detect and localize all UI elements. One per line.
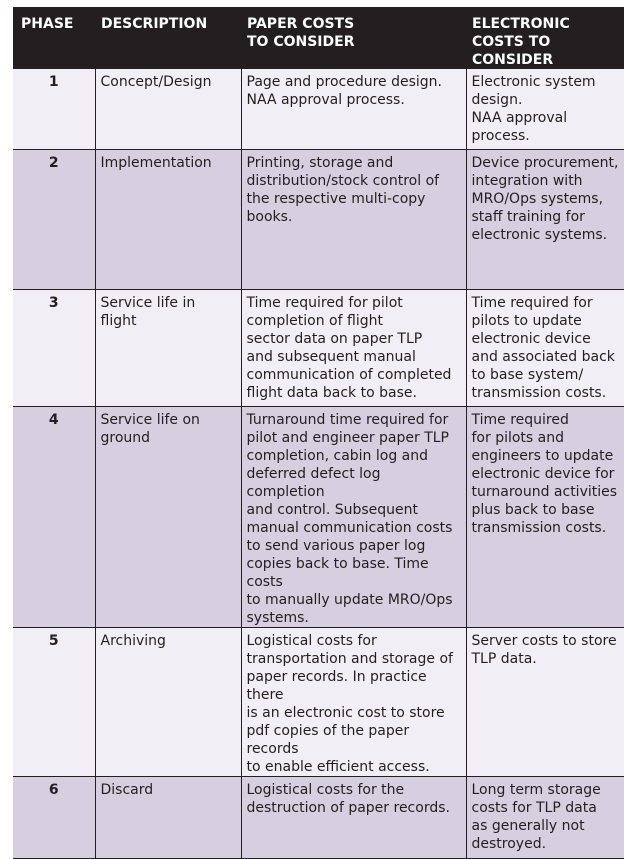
header-paper-costs: PAPER COSTS TO CONSIDER bbox=[241, 7, 466, 69]
table-row bbox=[13, 776, 624, 858]
phase-cell: 4 bbox=[13, 406, 95, 627]
table-header bbox=[13, 7, 624, 69]
paper-costs-cell: Printing, storage and distribution/stock control of the respective multi-copy books. bbox=[241, 149, 466, 289]
electronic-costs-cell: Long term storage costs for TLP data as generally not destroyed. bbox=[466, 776, 624, 858]
phase-cell: 6 bbox=[13, 776, 95, 858]
paper-costs-cell: Logistical costs for the destruction of paper records. bbox=[241, 776, 466, 858]
paper-costs-cell: Logistical costs for transportation and storage of paper records. In practice there is an electronic cost to store pdf copies of the paper records to enable efficient access. bbox=[241, 627, 466, 776]
description-cell: Concept/Design bbox=[95, 69, 241, 149]
table-row bbox=[13, 627, 624, 776]
paper-costs-cell: Turnaround time required for pilot and engineer paper TLP completion, cabin log and deferred defect log completion and control. Subsequent manual communication costs to send various paper log copies back to base. Time costs to manually update MRO/Ops systems. bbox=[241, 406, 466, 627]
phase-cell: 3 bbox=[13, 289, 95, 406]
description-cell: Archiving bbox=[95, 627, 241, 776]
electronic-costs-cell: Time required for pilots to update electronic device and associated back to base system/ transmission costs. bbox=[466, 289, 624, 406]
description-cell: Implementation bbox=[95, 149, 241, 289]
description-cell: Discard bbox=[95, 776, 241, 858]
header-row bbox=[13, 7, 624, 69]
phase-cell: 2 bbox=[13, 149, 95, 289]
electronic-costs-cell: Server costs to store TLP data. bbox=[466, 627, 624, 776]
electronic-costs-cell: Device procurement, integration with MRO/Ops systems, staff training for electronic systems. bbox=[466, 149, 624, 289]
table-row bbox=[13, 289, 624, 406]
table-body bbox=[13, 69, 624, 858]
cost-comparison-table bbox=[13, 7, 624, 859]
header-electronic-costs: ELECTRONIC COSTS TO CONSIDER bbox=[466, 7, 624, 69]
electronic-costs-cell: Electronic system design. NAA approval process. bbox=[466, 69, 624, 149]
electronic-costs-cell: Time required for pilots and engineers to update electronic device for turnaround activities plus back to base transmission costs. bbox=[466, 406, 624, 627]
description-cell: Service life on ground bbox=[95, 406, 241, 627]
header-phase: PHASE bbox=[13, 7, 95, 69]
header-description: DESCRIPTION bbox=[95, 7, 241, 69]
paper-costs-cell: Time required for pilot completion of flight sector data on paper TLP and subsequent manual communication of completed flight data back to base. bbox=[241, 289, 466, 406]
table-row bbox=[13, 149, 624, 289]
paper-costs-cell: Page and procedure design. NAA approval process. bbox=[241, 69, 466, 149]
cost-comparison-table-container bbox=[13, 7, 624, 852]
phase-cell: 1 bbox=[13, 69, 95, 149]
phase-cell: 5 bbox=[13, 627, 95, 776]
table-row bbox=[13, 406, 624, 627]
description-cell: Service life in flight bbox=[95, 289, 241, 406]
table-row bbox=[13, 69, 624, 149]
